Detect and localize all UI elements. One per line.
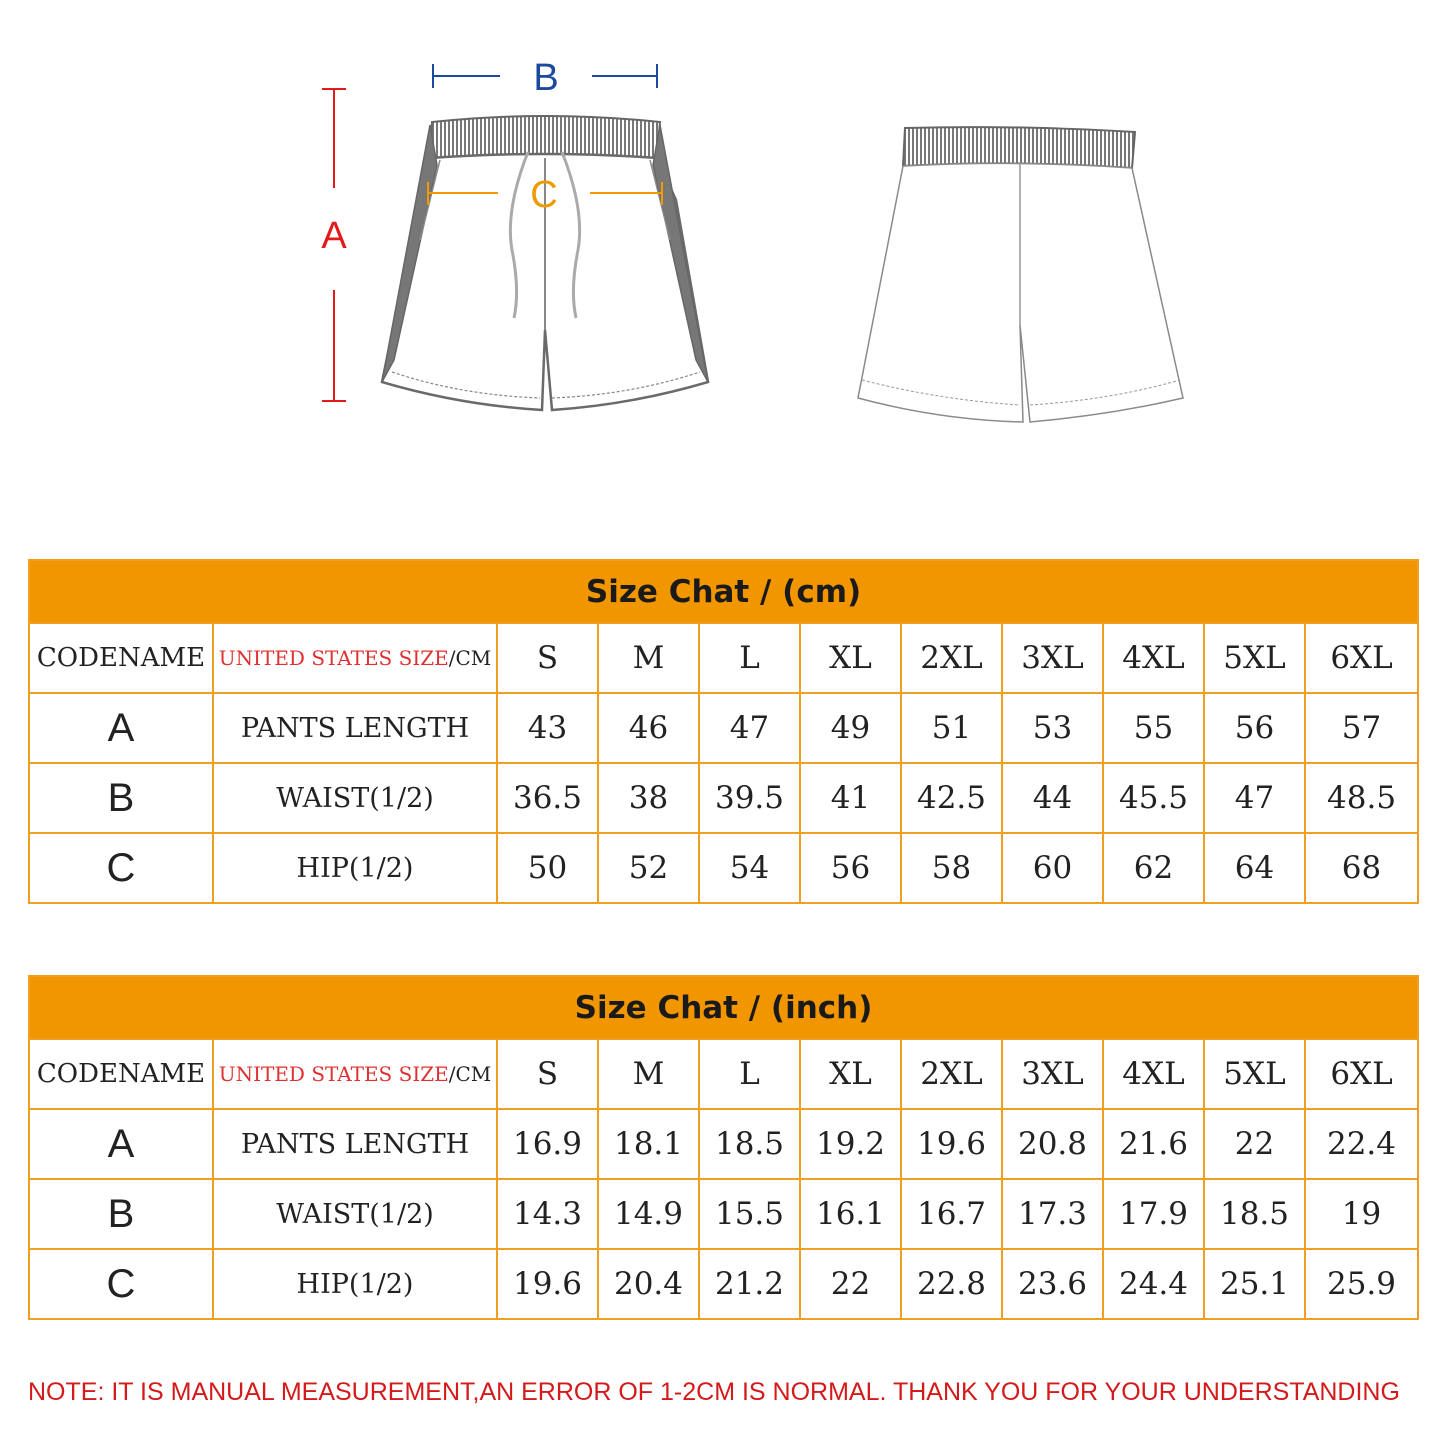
us-size-label: UNITED STATES SIZE [218, 1062, 449, 1086]
size-4xl: 4XL [1103, 623, 1204, 693]
value-cell: 52 [598, 833, 699, 903]
value-cell: 22.8 [901, 1249, 1002, 1319]
value-cell: 41 [800, 763, 901, 833]
size-xl: XL [800, 623, 901, 693]
value-cell: 47 [1204, 763, 1305, 833]
dimension-c-label: C [530, 174, 558, 216]
table-row [29, 1249, 1418, 1319]
size-header-row [29, 1039, 1418, 1109]
code-a: A [29, 1109, 213, 1179]
value-cell: 58 [901, 833, 1002, 903]
size-s: S [497, 1039, 598, 1109]
size-chart-inch [28, 975, 1419, 1320]
value-cell: 24.4 [1103, 1249, 1204, 1319]
value-cell: 17.9 [1103, 1179, 1204, 1249]
value-cell: 19 [1305, 1179, 1418, 1249]
value-cell: 16.1 [800, 1179, 901, 1249]
size-2xl: 2XL [901, 1039, 1002, 1109]
table-row [29, 833, 1418, 903]
code-c: C [29, 1249, 213, 1319]
size-m: M [598, 623, 699, 693]
shorts-diagram [0, 0, 1445, 520]
value-cell: 62 [1103, 833, 1204, 903]
dimension-a [321, 89, 347, 401]
table-row [29, 763, 1418, 833]
codename-header: CODENAME [29, 623, 213, 693]
size-6xl: 6XL [1305, 623, 1418, 693]
value-cell: 60 [1002, 833, 1103, 903]
value-cell: 45.5 [1103, 763, 1204, 833]
value-cell: 56 [800, 833, 901, 903]
value-cell: 64 [1204, 833, 1305, 903]
measure-hip: HIP(1/2) [213, 1249, 497, 1319]
value-cell: 51 [901, 693, 1002, 763]
value-cell: 25.1 [1204, 1249, 1305, 1319]
value-cell: 16.9 [497, 1109, 598, 1179]
size-chart-cm-title: Size Chat / (cm) [29, 560, 1418, 623]
value-cell: 17.3 [1002, 1179, 1103, 1249]
value-cell: 20.8 [1002, 1109, 1103, 1179]
value-cell: 23.6 [1002, 1249, 1103, 1319]
value-cell: 39.5 [699, 763, 800, 833]
measure-pants-length: PANTS LENGTH [213, 1109, 497, 1179]
value-cell: 48.5 [1305, 763, 1418, 833]
value-cell: 16.7 [901, 1179, 1002, 1249]
codename-header: CODENAME [29, 1039, 213, 1109]
size-l: L [699, 1039, 800, 1109]
value-cell: 57 [1305, 693, 1418, 763]
value-cell: 22.4 [1305, 1109, 1418, 1179]
value-cell: 14.3 [497, 1179, 598, 1249]
value-cell: 18.5 [1204, 1179, 1305, 1249]
value-cell: 19.2 [800, 1109, 901, 1179]
measure-waist: WAIST(1/2) [213, 1179, 497, 1249]
dimension-a-label: A [321, 215, 347, 257]
dimension-b [433, 57, 657, 99]
size-3xl: 3XL [1002, 1039, 1103, 1109]
value-cell: 55 [1103, 693, 1204, 763]
value-cell: 15.5 [699, 1179, 800, 1249]
code-c: C [29, 833, 213, 903]
measure-hip: HIP(1/2) [213, 833, 497, 903]
code-b: B [29, 763, 213, 833]
table-row [29, 693, 1418, 763]
measurement-note: NOTE: IT IS MANUAL MEASUREMENT,AN ERROR OF 1-2CM IS NORMAL. THANK YOU FOR YOUR UNDERSTANDING [28, 1378, 1400, 1406]
value-cell: 47 [699, 693, 800, 763]
size-s: S [497, 623, 598, 693]
size-2xl: 2XL [901, 623, 1002, 693]
us-size-header [213, 1039, 497, 1109]
value-cell: 18.5 [699, 1109, 800, 1179]
us-size-unit: /CM [448, 1062, 492, 1086]
size-5xl: 5XL [1204, 1039, 1305, 1109]
value-cell: 43 [497, 693, 598, 763]
value-cell: 20.4 [598, 1249, 699, 1319]
dimension-b-label: B [533, 57, 559, 99]
code-a: A [29, 693, 213, 763]
measure-pants-length: PANTS LENGTH [213, 693, 497, 763]
front-shorts [382, 116, 708, 410]
value-cell: 36.5 [497, 763, 598, 833]
size-6xl: 6XL [1305, 1039, 1418, 1109]
value-cell: 53 [1002, 693, 1103, 763]
value-cell: 56 [1204, 693, 1305, 763]
value-cell: 19.6 [901, 1109, 1002, 1179]
size-xl: XL [800, 1039, 901, 1109]
value-cell: 22 [800, 1249, 901, 1319]
us-size-label: UNITED STATES SIZE [218, 646, 449, 670]
value-cell: 68 [1305, 833, 1418, 903]
value-cell: 18.1 [598, 1109, 699, 1179]
back-shorts [858, 127, 1183, 422]
size-3xl: 3XL [1002, 623, 1103, 693]
size-chart-inch-title: Size Chat / (inch) [29, 976, 1418, 1039]
value-cell: 46 [598, 693, 699, 763]
code-b: B [29, 1179, 213, 1249]
table-row [29, 1179, 1418, 1249]
value-cell: 42.5 [901, 763, 1002, 833]
value-cell: 50 [497, 833, 598, 903]
size-header-row [29, 623, 1418, 693]
size-chart-cm [28, 559, 1419, 904]
us-size-header [213, 623, 497, 693]
value-cell: 44 [1002, 763, 1103, 833]
value-cell: 21.6 [1103, 1109, 1204, 1179]
size-m: M [598, 1039, 699, 1109]
measure-waist: WAIST(1/2) [213, 763, 497, 833]
size-l: L [699, 623, 800, 693]
table-row [29, 1109, 1418, 1179]
value-cell: 25.9 [1305, 1249, 1418, 1319]
us-size-unit: /CM [448, 646, 492, 670]
value-cell: 19.6 [497, 1249, 598, 1319]
value-cell: 38 [598, 763, 699, 833]
value-cell: 14.9 [598, 1179, 699, 1249]
value-cell: 54 [699, 833, 800, 903]
value-cell: 21.2 [699, 1249, 800, 1319]
size-4xl: 4XL [1103, 1039, 1204, 1109]
value-cell: 22 [1204, 1109, 1305, 1179]
size-5xl: 5XL [1204, 623, 1305, 693]
value-cell: 49 [800, 693, 901, 763]
